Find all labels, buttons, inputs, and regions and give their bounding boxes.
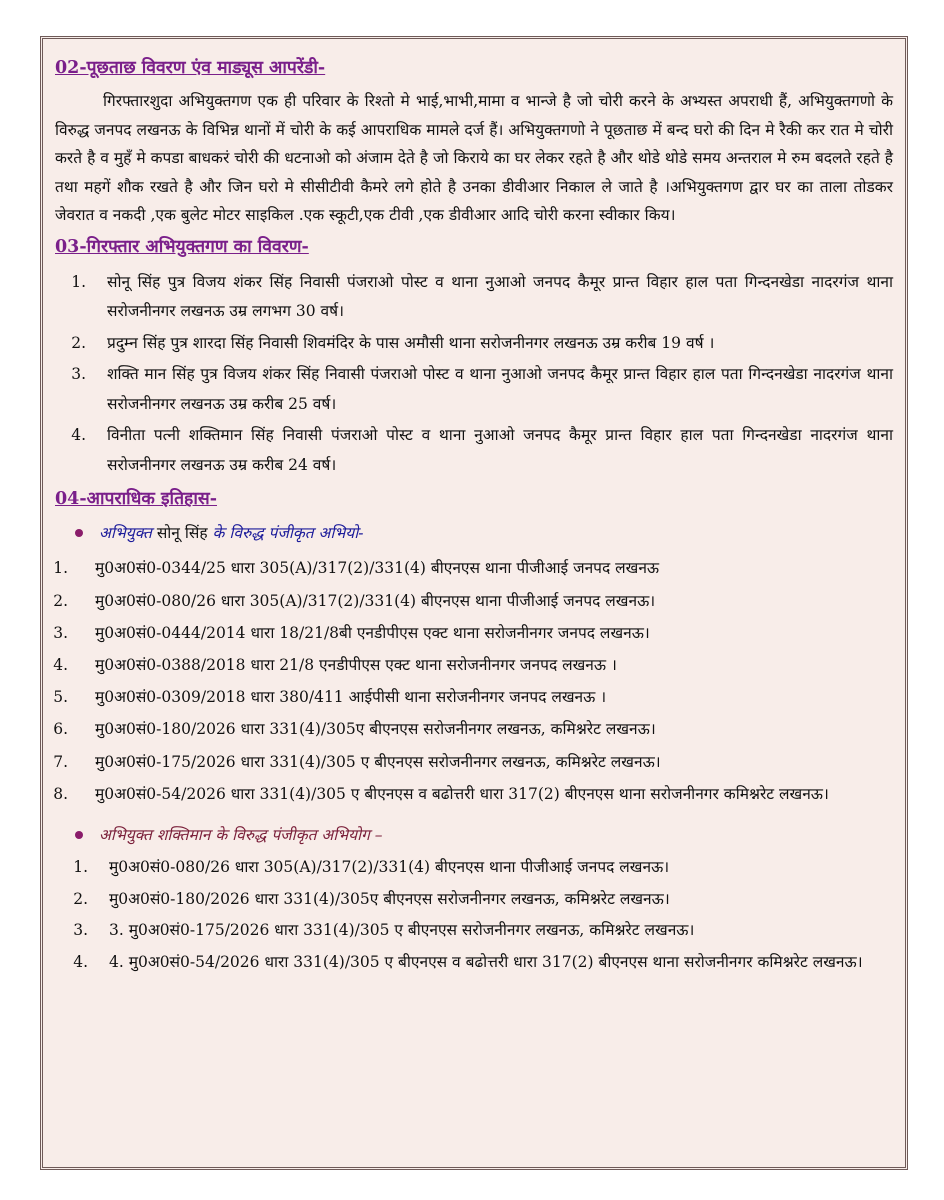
case-item: 1. मु0अ0सं0-080/26 धारा 305(A)/317(2)/331(4) बीएनएस थाना पीजीआई जनपद लखनऊ।: [93, 852, 893, 884]
case-item: 4. 4. मु0अ0सं0-54/2026 धारा 331(4)/305 ए बीएनएस व बढोत्तरी धारा 317(2) बीएनएस थाना सरोजनीनगर कमिश्नरेट लखनऊ।: [93, 947, 893, 979]
accused-item: 4. विनीता पत्नी शक्तिमान सिंह निवासी पंजराओ पोस्ट व थाना नुआओ जनपद कैमूर प्रान्त विहार हाल पता गिन्दनखेडा नादरगंज थाना सरोजनीनगर लखनऊ उम्र करीब 24 वर्ष।: [91, 421, 893, 480]
case-item: 1. मु0अ0सं0-0344/25 धारा 305(A)/317(2)/331(4) बीएनएस थाना पीजीआई जनपद लखनऊ: [73, 552, 893, 584]
subheading-part: अभियुक्त: [99, 524, 152, 543]
subheading-label: अभियुक्त शक्तिमान के विरुद्ध पंजीकृत अभियोग –: [99, 826, 383, 845]
case-item: 2. मु0अ0सं0-080/26 धारा 305(A)/317(2)/331(4) बीएनएस थाना पीजीआई जनपद लखनऊ।: [73, 585, 893, 617]
case-item: 3. 3. मु0अ0सं0-175/2026 धारा 331(4)/305 ए बीएनएस सरोजनीनगर लखनऊ, कमिश्नरेट लखनऊ।: [93, 915, 893, 947]
case-item: 4. मु0अ0सं0-0388/2018 धारा 21/8 एनडीपीएस एक्ट थाना सरोजनीनगर जनपद लखनऊ ।: [73, 649, 893, 681]
sonu-cases-subheading: [75, 518, 893, 548]
case-item: 3. मु0अ0सं0-0444/2014 धारा 18/21/8बी एनडीपीएस एक्ट थाना सरोजनीनगर जनपद लखनऊ।: [73, 617, 893, 649]
shaktiman-cases-subheading: [75, 820, 893, 850]
section-heading-arrested: 03-गिरफ्तार अभियुक्तगण का विवरण-: [55, 236, 309, 257]
sonu-case-list: [55, 552, 893, 810]
case-item: 7. मु0अ0सं0-175/2026 धारा 331(4)/305 ए बीएनएस सरोजनीनगर लखनऊ, कमिश्नरेट लखनऊ।: [73, 746, 893, 778]
case-item: 8. मु0अ0सं0-54/2026 धारा 331(4)/305 ए बीएनएस व बढोत्तरी धारा 317(2) बीएनएस थाना सरोजनीनगर कमिश्नरेट लखनऊ।: [73, 778, 893, 810]
case-item: 6. मु0अ0सं0-180/2026 धारा 331(4)/305ए बीएनएस सरोजनीनगर लखनऊ, कमिश्नरेट लखनऊ।: [73, 713, 893, 745]
document-page: [40, 36, 908, 1170]
modus-operandi-paragraph: गिरफ्तारशुदा अभियुक्तगण एक ही परिवार के रिश्तो मे भाई,भाभी,मामा व भान्जे है जो चोरी करने के अभ्यस्त अपराधी हैं, अभियुक्तगणो के विरुद्ध जनपद लखनऊ के विभिन्न थानों में चोरी के कई आपराधिक मामले दर्ज हैं। अभियुक्तगणो ने पूछताछ में बन्द घरो की दिन मे रैकी कर रात मे चोरी करते है व मुहँ मे कपडा बाधकरं चोरी की धटनाओ को अंजाम देते है जो किराये का घर लेकर रहते है और थोडे थोडे समय अन्तराल मे रुम बदलते रहते है तथा महगें शौक रखते है और जिन घरो मे सीसीटीवी कैमरे लगे होते है उनका डीवीआर निकाल ले जाते है ।अभियुक्तगण द्वार घर का ताला तोडकर जेवरात व नकदी ,एक बुलेट मोटर साइकिल .एक स्कूटी,एक टीवी ,एक डीवीआर आदि चोरी करना स्वीकार किय।: [55, 92, 893, 225]
subheading-part: सोनू सिंह: [151, 524, 213, 543]
subheading-part: के विरुद्ध पंजीकृत अभियो-: [212, 524, 364, 543]
case-item: 2. मु0अ0सं0-180/2026 धारा 331(4)/305ए बीएनएस सरोजनीनगर लखनऊ, कमिश्नरेट लखनऊ।: [93, 884, 893, 916]
bullet-icon: [75, 831, 83, 839]
accused-list: [55, 268, 893, 481]
accused-item: 1. सोनू सिंह पुत्र विजय शंकर सिंह निवासी पंजराओ पोस्ट व थाना नुआओ जनपद कैमूर प्रान्त विहार हाल पता गिन्दनखेडा नादरगंज थाना सरोजनीनगर लखनऊ उम्र लगभग 30 वर्ष।: [91, 268, 893, 327]
bullet-icon: [75, 529, 83, 537]
accused-item: 3. शक्ति मान सिंह पुत्र विजय शंकर सिंह निवासी पंजराओ पोस्ट व थाना नुआओ जनपद कैमूर प्रान्त विहार हाल पता गिन्दनखेडा नादरगंज थाना सरोजनीनगर लखनऊ उम्र करीब 25 वर्ष।: [91, 360, 893, 419]
section-heading-interrogation: 02-पूछताछ विवरण एंव माड्यूस आपरेंडी-: [55, 58, 326, 78]
case-item: 5. मु0अ0सं0-0309/2018 धारा 380/411 आईपीसी थाना सरोजनीनगर जनपद लखनऊ ।: [73, 681, 893, 713]
section-heading-criminal-history: 04-आपराधिक इतिहास-: [55, 489, 217, 510]
shaktiman-case-list: [55, 852, 893, 978]
accused-item: 2. प्रदुम्न सिंह पुत्र शारदा सिंह निवासी शिवमंदिर के पास अमौसी थाना सरोजनीनगर लखनऊ उम्र करीब 19 वर्ष ।: [91, 329, 893, 359]
